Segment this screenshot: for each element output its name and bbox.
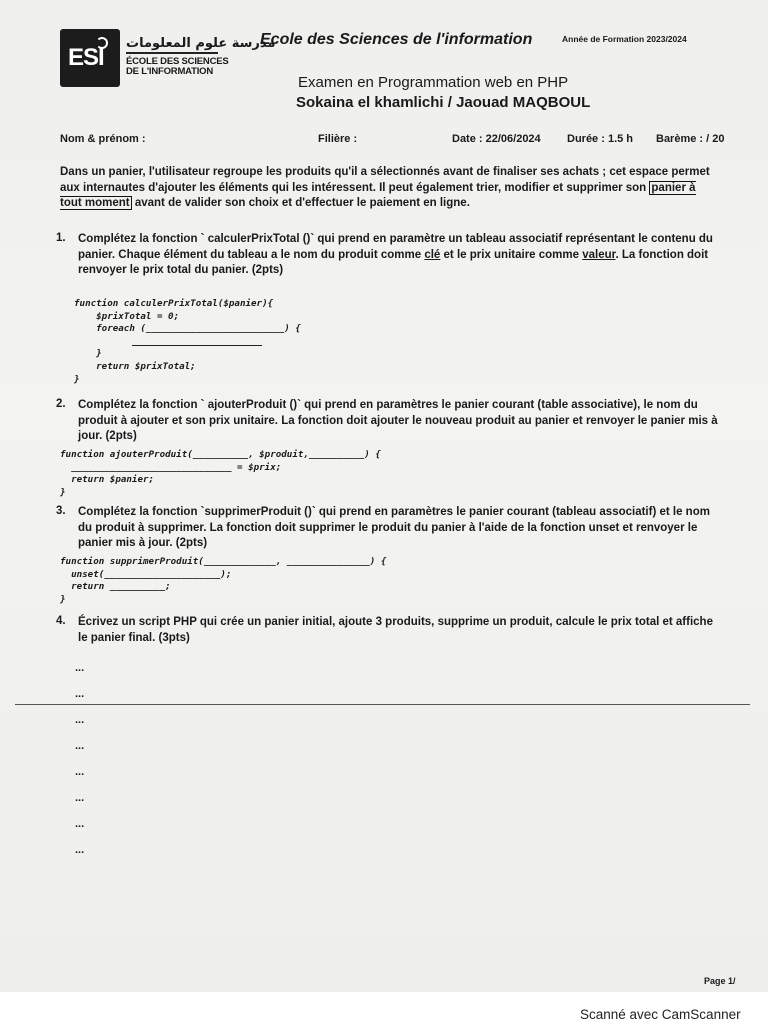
logo-mark-icon: [96, 37, 108, 49]
field-label: Filière :: [318, 133, 358, 145]
logo-text: ESI: [68, 44, 104, 71]
school-name: Ecole des Sciences de l'information: [260, 31, 533, 48]
question-4-number: 4.: [56, 615, 66, 627]
answer-dots: ...: [75, 714, 85, 726]
academic-year: Année de Formation 2023/2024: [562, 34, 687, 44]
page-number: Page 1/: [704, 976, 736, 986]
answer-dots: ...: [75, 844, 85, 856]
boxed-phrase: panier à tout moment: [60, 181, 696, 209]
answer-dots: ...: [75, 792, 85, 804]
question-2-code: function ajouterProduit(__________, $produit,__________) { _____________________________ = $prix; return $panier; }: [60, 449, 381, 498]
question-1-code: function calculerPrixTotal($panier){ $prixTotal = 0; foreach (_________________________) { } return $prixTotal; }: [74, 298, 301, 385]
logo-french-text: ÉCOLE DES SCIENCES DE L'INFORMATION: [126, 56, 229, 77]
answer-dots: ...: [75, 688, 85, 700]
exam-title: Examen en Programmation web en PHP: [298, 74, 569, 91]
intro-paragraph: Dans un panier, l'utilisateur regroupe les produits qu'il a sélectionnés avant de finaliser ses achats ; cet espace permet aux internautes d'ajouter les éléments qui les intéressent. Il peut également trier, modifier et supprimer son panier à tout moment avant de valider son choix et d'effectuer le paiement en ligne.: [60, 166, 710, 209]
answer-dots: ...: [75, 766, 85, 778]
question-4-text: Écrivez un script PHP qui crée un panier initial, ajoute 3 produits, supprime un produit, calcule le prix total et affiche le panier final. (3pts): [78, 616, 713, 644]
answer-dots: ...: [75, 740, 85, 752]
logo-divider: [126, 52, 218, 54]
question-3-text: Complétez la fonction `supprimerProduit ()` qui prend en paramètres le panier courant (tableau associatif) et le nom du produit à supprimer. La fonction doit supprimer le produit du panier à l'aide de la fonction unset et renvoyer le panier mis à jour. (2pts): [78, 506, 710, 549]
esi-logo: [60, 29, 120, 87]
logo-arabic-text: مدرسة علوم المعلومات: [126, 36, 276, 51]
exam-scale: Barème : / 20: [656, 133, 725, 145]
question-1-number: 1.: [56, 232, 66, 244]
question-1-text: Complétez la fonction ` calculerPrixTotal ()` qui prend en paramètre un tableau associatif représentant le contenu du panier. Chaque élément du tableau a le nom du produit comme clé et le prix unitaire comme valeur. La fonction doit renvoyer le prix total du panier. (2pts): [78, 233, 713, 276]
question-2-number: 2.: [56, 398, 66, 410]
camscanner-watermark: Scanné avec CamScanner: [580, 1007, 741, 1022]
answer-dots: ...: [75, 662, 85, 674]
exam-authors: Sokaina el khamlichi / Jaouad MAQBOUL: [296, 94, 591, 111]
answer-dots: ...: [75, 818, 85, 830]
page-fold-line: [15, 704, 750, 705]
exam-duration: Durée : 1.5 h: [567, 133, 634, 145]
question-3-number: 3.: [56, 505, 66, 517]
answer-line: [132, 345, 262, 346]
question-2-text: Complétez la fonction ` ajouterProduit ()` qui prend en paramètres le panier courant (table associative), le nom du produit à ajouter et son prix unitaire. La fonction doit ajouter le nouveau produit au panier et renvoyer le panier mis à jour. (2pts): [78, 399, 718, 442]
name-field-label: Nom & prénom :: [60, 133, 146, 145]
question-3-code: function supprimerProduit(_____________, _______________) { unset(_____________________); return __________; }: [60, 556, 387, 605]
exam-date: Date : 22/06/2024: [452, 133, 541, 145]
